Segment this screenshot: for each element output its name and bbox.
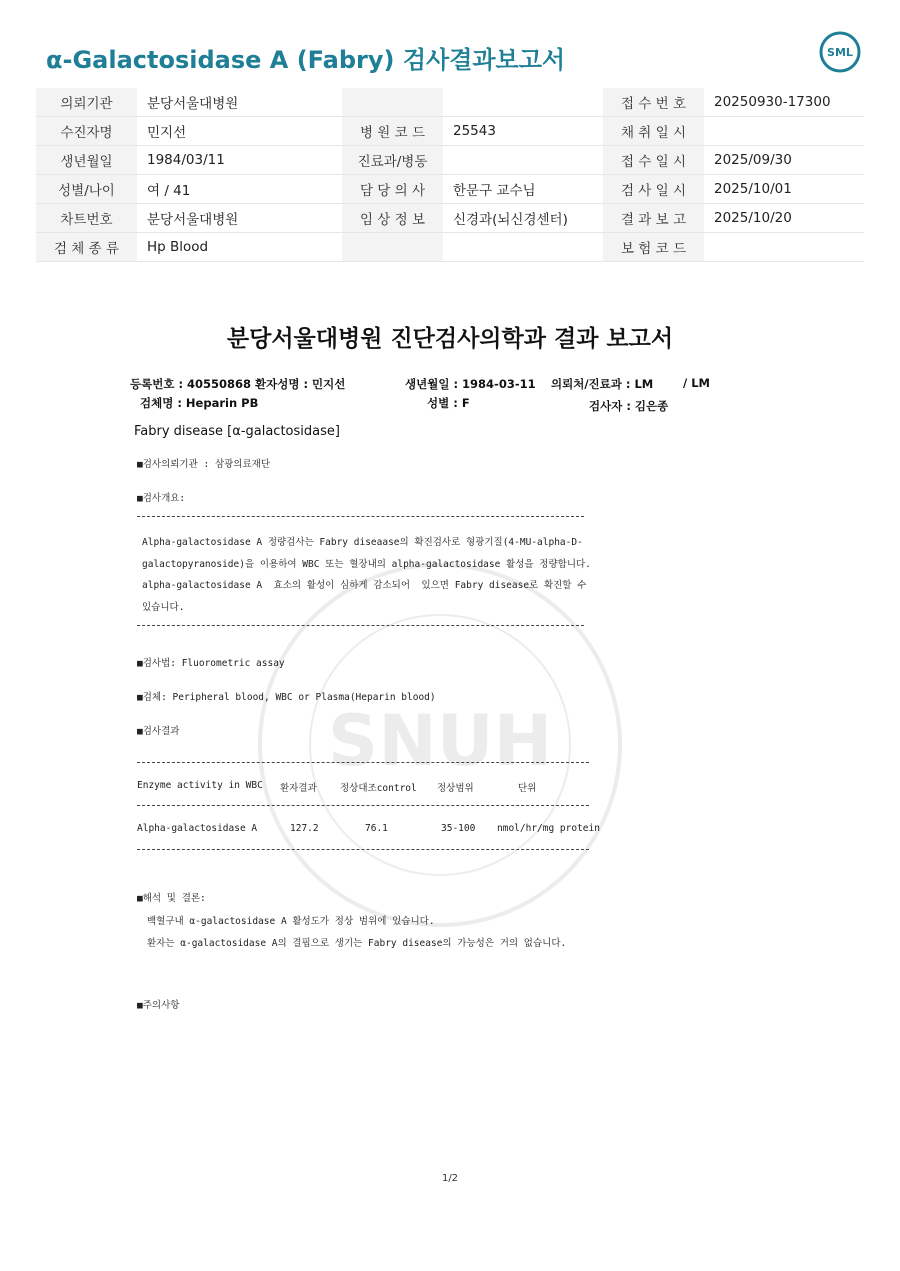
info-label: 진료과/병동: [342, 146, 443, 175]
divider: [137, 625, 584, 626]
registration-number: 등록번호 : 40550868: [130, 377, 252, 391]
overview-line: galactopyranoside)을 이용하여 WBC 또는 혈장내의 alpha-galactosidase 활성을 정량합니다.: [142, 559, 591, 570]
watermark-text: SNUH: [327, 700, 553, 782]
divider: [137, 516, 584, 517]
info-row: [36, 146, 864, 175]
info-label: 의뢰기관: [36, 88, 137, 117]
result-test-name: Alpha-galactosidase A: [137, 823, 258, 834]
sex: 성별 : F: [427, 396, 470, 410]
info-value: 분당서울대병원: [137, 204, 342, 233]
divider: [137, 849, 589, 850]
result-patient-value: 127.2: [290, 823, 319, 834]
result-control-value: 76.1: [365, 823, 388, 834]
info-label: 병 원 코 드: [342, 117, 443, 146]
result-header-enzyme: Enzyme activity in WBC: [137, 780, 263, 791]
examiner: 검사자 : 김은종: [589, 399, 669, 413]
caution-heading: ■주의사항: [137, 1000, 180, 1011]
info-value: 25543: [443, 117, 603, 146]
info-row: [36, 117, 864, 146]
overview-line: 있습니다.: [142, 602, 185, 613]
info-label: 보 험 코 드: [603, 233, 704, 262]
result-normal-range: 35-100: [441, 823, 476, 834]
patient-name: 환자성명 : 민지선: [255, 377, 346, 391]
specimen-name: 검체명 : Heparin PB: [140, 396, 259, 410]
interpretation-line: 백혈구내 α-galactosidase A 활성도가 정상 범위에 있습니다.: [147, 916, 435, 927]
page-title: α-Galactosidase A (Fabry) 검사결과보고서: [46, 46, 566, 74]
info-value: 분당서울대병원: [137, 88, 342, 117]
institution-line: ■검사의뢰기관 : 삼광의료재단: [137, 459, 271, 470]
result-header-control: 정상대조control: [340, 783, 417, 794]
info-value: 신경과(뇌신경센터): [443, 204, 603, 233]
snuh-watermark: [250, 555, 630, 935]
info-label: 성별/나이: [36, 175, 137, 204]
info-row: [36, 233, 864, 262]
method-line: ■검사법: Fluorometric assay: [137, 658, 285, 669]
info-value: 2025/10/01: [704, 175, 864, 204]
birth-date: 생년월일 : 1984-03-11: [405, 377, 536, 391]
info-row: [36, 88, 864, 117]
logo-text: SML: [827, 46, 853, 59]
info-row: [36, 175, 864, 204]
info-label: [342, 88, 443, 117]
sample-line: ■검체: Peripheral blood, WBC or Plasma(Heparin blood): [137, 692, 436, 703]
info-value: 1984/03/11: [137, 146, 342, 175]
result-heading: ■검사결과: [137, 726, 180, 737]
overview-heading: ■검사개요:: [137, 493, 186, 504]
department: 의뢰처/진료과 : LM: [551, 377, 654, 391]
info-value: 한문구 교수님: [443, 175, 603, 204]
result-header-range: 정상범위: [437, 783, 474, 794]
info-label: 접 수 번 호: [603, 88, 704, 117]
info-value: Hp Blood: [137, 233, 342, 262]
result-unit: nmol/hr/mg protein: [497, 823, 600, 834]
info-value: 20250930-17300: [704, 88, 864, 117]
info-label: 담 당 의 사: [342, 175, 443, 204]
divider: [137, 805, 589, 806]
info-label: 수진자명: [36, 117, 137, 146]
sml-logo: [818, 30, 862, 74]
interpretation-heading: ■해석 및 결론:: [137, 893, 206, 904]
info-value: 여 / 41: [137, 175, 342, 204]
info-label: 차트번호: [36, 204, 137, 233]
overview-line: alpha-galactosidase A 효소의 활성이 심하게 감소되어 있으면 Fabry disease로 확진할 수: [142, 580, 587, 591]
overview-line: Alpha-galactosidase A 정량검사는 Fabry diseaase의 확진검사로 형광기질(4-MU-alpha-D-: [142, 537, 583, 548]
info-label: 임 상 정 보: [342, 204, 443, 233]
test-subtitle: Fabry disease [α-galactosidase]: [134, 424, 340, 439]
info-label: 생년월일: [36, 146, 137, 175]
divider: [137, 762, 589, 763]
info-label: 검 사 일 시: [603, 175, 704, 204]
page-number: 1/2: [441, 1173, 459, 1184]
info-row: [36, 204, 864, 233]
info-value: 2025/09/30: [704, 146, 864, 175]
info-label: 채 취 일 시: [603, 117, 704, 146]
info-value: [443, 233, 603, 262]
result-header-patient: 환자결과: [280, 783, 317, 794]
info-value: [704, 233, 864, 262]
result-header-unit: 단위: [518, 783, 537, 794]
department-suffix: / LM: [683, 376, 710, 390]
info-label: 결 과 보 고: [603, 204, 704, 233]
info-value: [443, 88, 603, 117]
report-title: 분당서울대병원 진단검사의학과 결과 보고서: [226, 326, 674, 352]
interpretation-line: 환자는 α-galactosidase A의 결핍으로 생기는 Fabry disease의 가능성은 거의 없습니다.: [147, 938, 567, 949]
info-value: [704, 117, 864, 146]
patient-info-table: [36, 88, 864, 262]
info-value: 2025/10/20: [704, 204, 864, 233]
info-value: [443, 146, 603, 175]
info-value: 민지선: [137, 117, 342, 146]
info-label: 접 수 일 시: [603, 146, 704, 175]
info-label: [342, 233, 443, 262]
info-label: 검 체 종 류: [36, 233, 137, 262]
